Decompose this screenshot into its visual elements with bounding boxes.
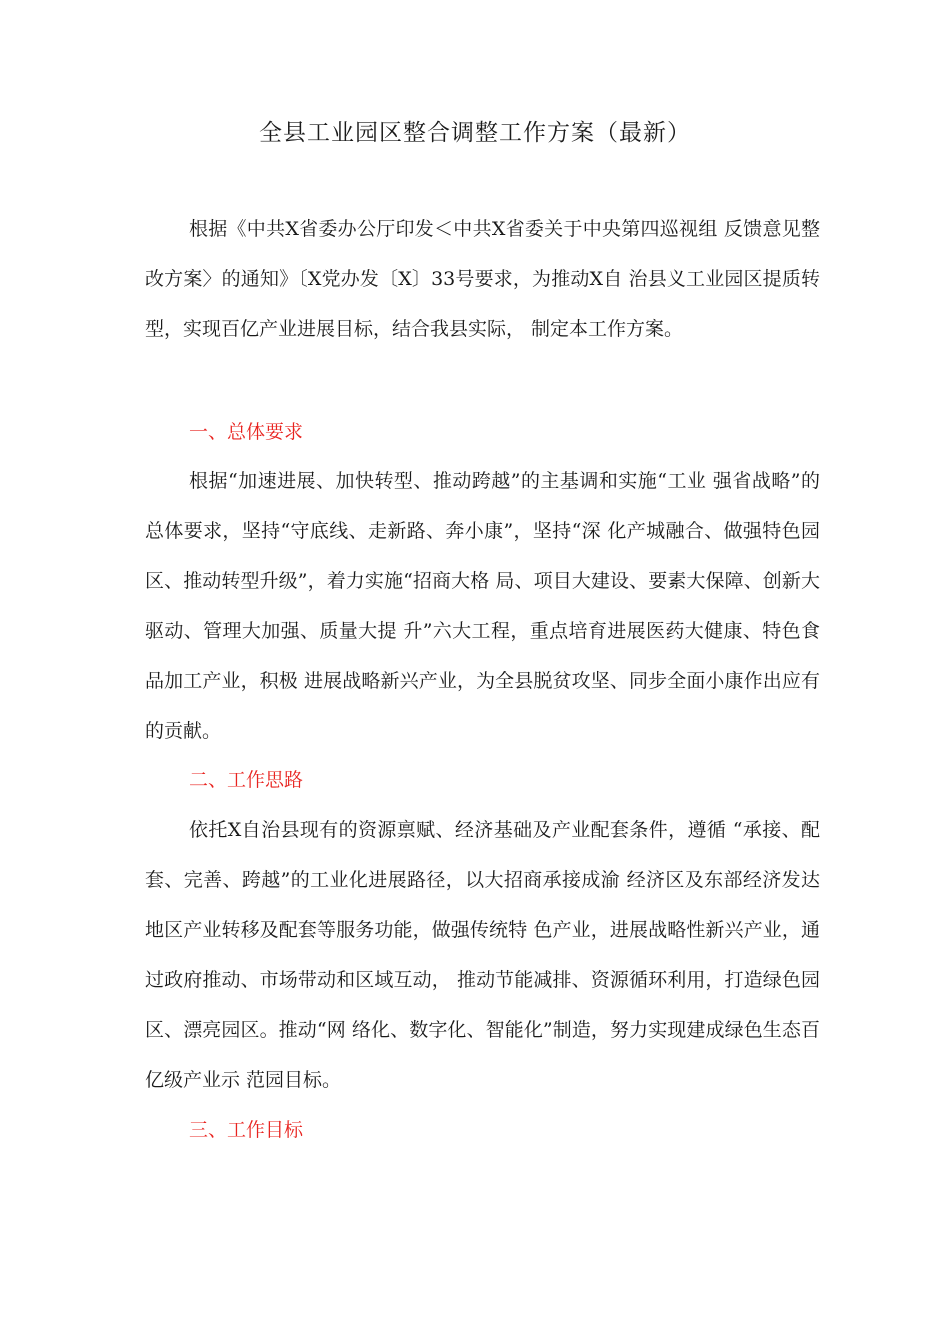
section-heading-work-approach: 二、工作思路: [189, 769, 304, 791]
document-title: 全县工业园区整合调整工作方案（最新）: [259, 120, 691, 146]
intro-paragraph: 根据《中共X省委办公厅印发＜中共X省委关于中央第四巡视组 反馈意见整改方案〉的通知》〔X党办发〔X〕33号要求，为推动X自 治县义工业园区提质转型，实现百亿产业进展目标，结合我县实际， 制定本工作方案。: [145, 218, 820, 340]
section-body-general-requirements: 根据“加速进展、加快转型、推动跨越”的主基调和实施“工业 强省战略”的总体要求，坚持“守底线、走新路、奔小康”，坚持“深 化产城融合、做强特色园区、推动转型升级”，着力实施“招商大格 局、项目大建设、要素大保障、创新大驱动、管理大加强、质量大提 升”六大工程，重点培育进展医药大健康、特色食品加工产业，积极 进展战略新兴产业，为全县脱贫攻坚、同步全面小康作出应有的贡献。: [145, 470, 820, 742]
section-body-work-approach: 依托X自治县现有的资源禀赋、经济基础及产业配套条件，遵循 “承接、配套、完善、跨越”的工业化进展路径，以大招商承接成渝 经济区及东部经济发达地区产业转移及配套等服务功能，做强传统特 色产业，进展战略性新兴产业，通过政府推动、市场带动和区域互动， 推动节能减排、资源循环利用，打造绿色园区、漂亮园区。推动“网 络化、数字化、智能化”制造，努力实现建成绿色生态百亿级产业示 范园目标。: [145, 819, 820, 1091]
section-heading-work-goals: 三、工作目标: [189, 1119, 304, 1141]
section-heading-general-requirements: 一、总体要求: [189, 421, 304, 443]
